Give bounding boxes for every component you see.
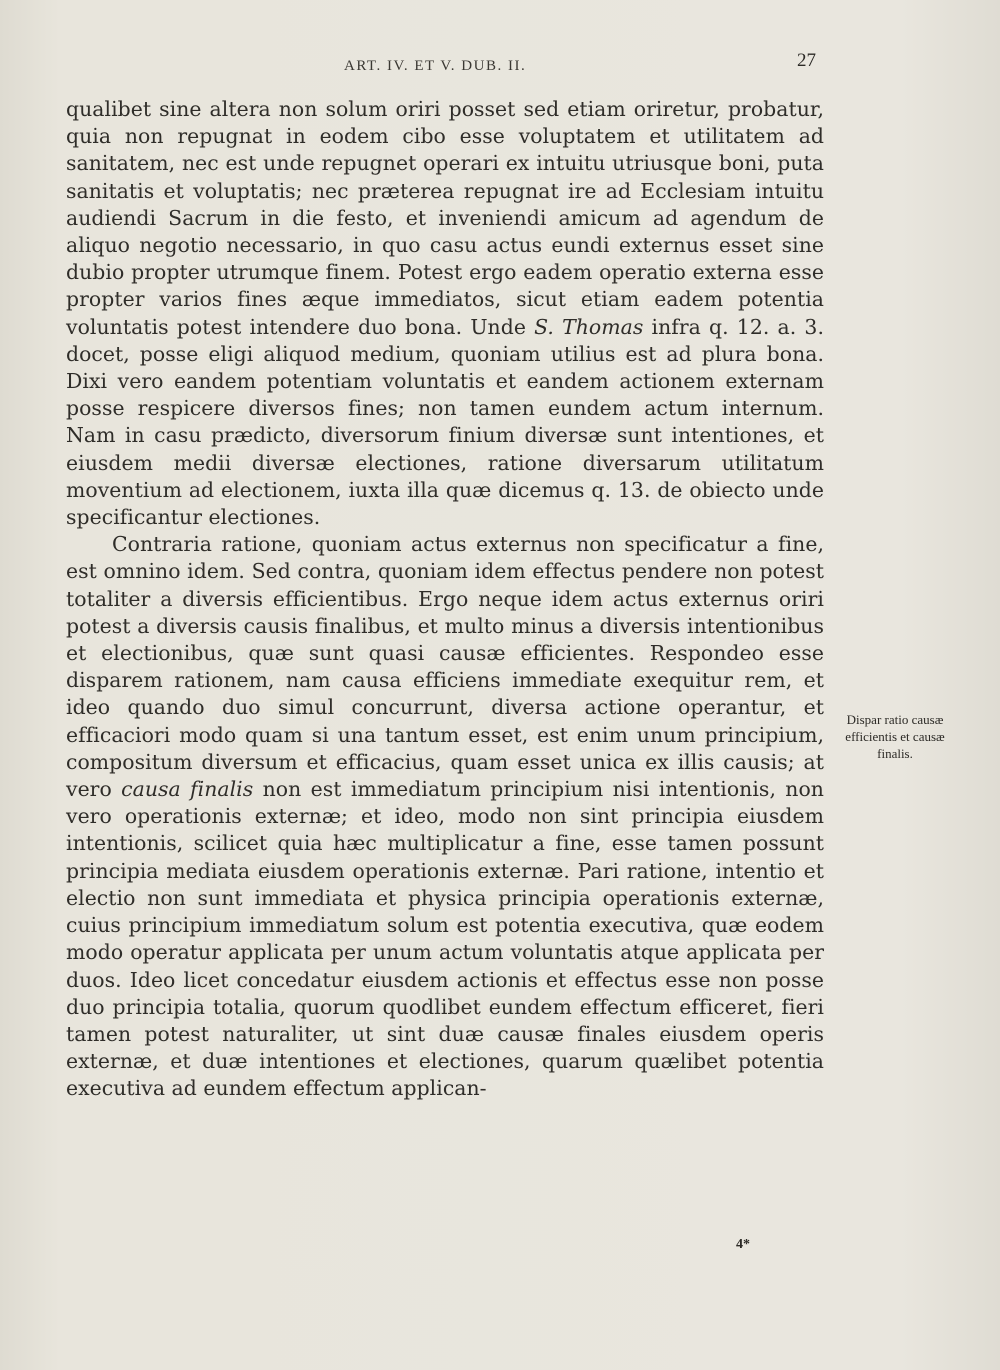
page-number: 27 (797, 50, 816, 71)
paragraph (66, 531, 824, 1102)
running-title: ART. IV. ET V. DUB. II. (344, 58, 527, 74)
italic-text: S. Thomas (534, 314, 644, 339)
text-run: qualibet sine altera non solum oriri posset sed etiam oriretur, probatur, quia non repugnat in eodem cibo esse voluptatem et utilitatem ad sanitatem, nec est unde repugnet operari ex intuitu utriusque boni, puta sanitatis et voluptatis; nec præterea repugnat ire ad Ecclesiam intuitu audiendi Sacrum in die festo, et inveniendi amicum ad agendum de aliquo negotio necessario, in quo casu actus eundi externus esset sine dubio propter utrumque finem. Potest ergo eadem operatio externa esse propter varios fines æque immediatos, sicut etiam eadem potentia voluntatis potest intendere duo bona. Unde (66, 97, 824, 339)
running-head (60, 50, 820, 80)
italic-text: causa finalis (121, 777, 254, 802)
text-run: infra q. 12. a. 3. docet, posse eligi aliquod medium, quoniam utilius est ad plura bona. Dixi vero eandem potentiam voluntatis et eandem actionem externam posse respicere diversos fines; non tamen eundem actum internum. Nam in casu prædicto, diversorum finium diversæ sunt intentiones, et eiusdem medii diversæ electiones, ratione diversarum utilitatum moventium ad electionem, iuxta illa quæ dicemus q. 13. de obiecto unde specificantur electiones. (66, 314, 824, 530)
paragraph (66, 96, 824, 531)
text-run: non est immediatum principium nisi intentionis, non vero operationis externæ; et ideo, modo non sint principia eiusdem intentionis, scilicet quia hæc multiplicatur a fine, esse tamen possunt principia mediata eiusdem operationis externæ. Pari ratione, intentio et electio non sunt immediata et physica principia operationis externæ, cuius principium immediatum solum est potentia executiva, quæ eodem modo operatur applicata per unum actum voluntatis atque applicata per duos. Ideo licet concedatur eiusdem actionis et effectus esse non posse duo principia totalia, quorum quodlibet eundem effectum efficeret, fieri tamen potest naturaliter, ut sint duæ causæ finales eiusdem operis externæ, et duæ intentiones et electiones, quarum quælibet potentia executiva ad eundem effectum applican- (66, 777, 824, 1101)
signature-mark: 4* (736, 1237, 750, 1252)
margin-note: Dispar ratio causæ efficientis et causæ finalis. (845, 712, 945, 761)
body-text (66, 96, 824, 1103)
text-run: Contraria ratione, quoniam actus externus non specificatur a fine, est omnino idem. Sed contra, quoniam idem effectus pendere non potest totaliter a diversis efficientibus. Ergo neque idem actus externus oriri potest a diversis causis finalibus, et multo minus a diversis intentionibus et electionibus, quæ sunt quasi causæ efficientes. Respondeo esse disparem rationem, nam causa efficiens immediate exequitur rem, et ideo quando duo simul concurrunt, diversa actione operantur, et efficaciori modo quam si una tantum esset, est enim unum principium, compositum diversum et efficacius, quam esset unica ex illis causis; at vero (66, 532, 824, 802)
